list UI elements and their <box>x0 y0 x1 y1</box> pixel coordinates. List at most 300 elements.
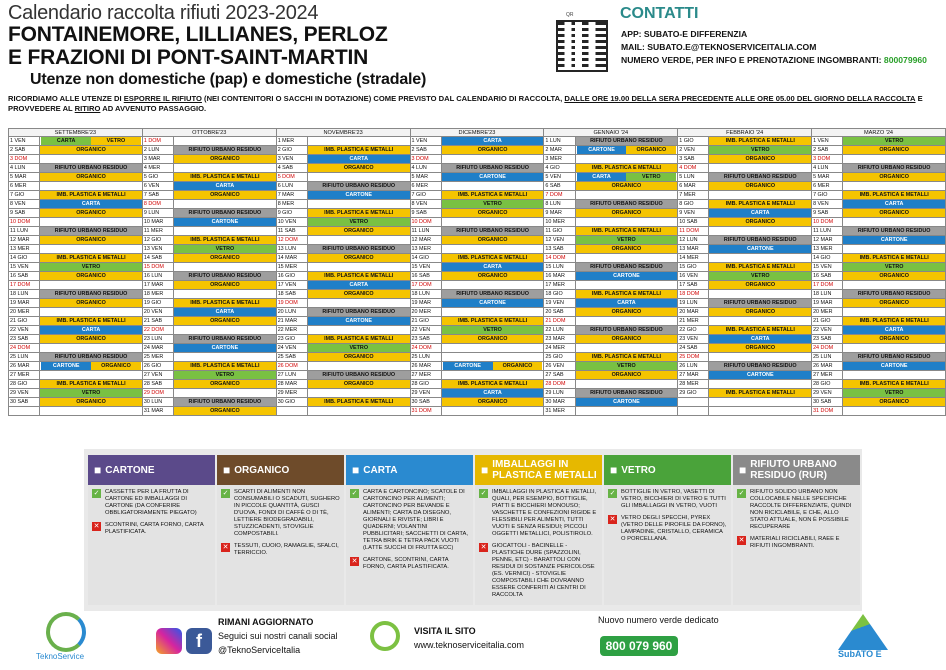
collection-notice: RICORDIAMO ALLE UTENZE DI ESPORRE IL RIFIUTO (NEI CONTENITORI O SACCHI IN DOTAZIONE) COME PREVISTO DAL CALENDARIO DI RACCOLTA, DALLE ORE 19.00 DELLA SERA PRECEDENTE ALLE ORE 05.00 DEL GIORNO DELLA RACCOLTA E PROVVEDERE AL RITIRO AD AVVENUTO PASSAGGIO. <box>8 94 923 113</box>
calendar-day: 2 SAB <box>812 146 843 155</box>
website-link[interactable]: www.teknoserviceitalia.com <box>414 640 525 650</box>
calendar-day: 11 MER <box>142 227 173 236</box>
calendar-title: Calendario raccolta rifiuti 2023-2024 <box>8 2 319 24</box>
calendar-row <box>9 245 946 254</box>
check-icon: ✓ <box>609 490 616 497</box>
collection-event: ORGANICO <box>174 155 277 164</box>
collection-event: RIFIUTO URBANO RESIDUO <box>174 209 277 218</box>
calendar-day: 23 MAR <box>544 335 575 344</box>
calendar-day: 27 MER <box>812 371 843 380</box>
calendar-day: 13 MER <box>410 245 441 254</box>
calendar-day: 15 GIO <box>678 263 709 272</box>
qr-code-icon[interactable] <box>556 20 608 72</box>
collection-event <box>843 281 946 290</box>
collection-event: VETRO <box>843 263 946 272</box>
collection-event: IMB. PLASTICA E METALLI <box>441 191 544 200</box>
collection-event: ORGANICO <box>307 164 410 173</box>
calendar-day: 22 VEN <box>410 326 441 335</box>
calendar-day: 8 GIO <box>678 200 709 209</box>
follow-social-text: Seguici sui nostri canali social <box>218 631 338 641</box>
collection-event: IMB. PLASTICA E METALLI <box>174 299 277 308</box>
collection-event <box>709 398 812 407</box>
collection-event: ORGANICO <box>843 335 946 344</box>
calendar-day: 21 DOM <box>544 317 575 326</box>
forbidden-items: SCONTRINI, CARTA FORNO, CARTA PLASTIFICATA. <box>105 522 204 535</box>
social-handle[interactable]: @TeknoServiceItalia <box>218 645 301 655</box>
collection-event: IMB. PLASTICA E METALLI <box>709 389 812 398</box>
calendar-day: 19 MAR <box>410 299 441 308</box>
calendar-day: 27 MAR <box>678 371 709 380</box>
category-header <box>733 455 860 485</box>
calendar-day: 20 SAB <box>544 308 575 317</box>
waste-category-card <box>733 455 860 605</box>
collection-event: IMB. PLASTICA E METALLI <box>575 353 678 362</box>
calendar-day: 27 SAB <box>544 371 575 380</box>
calendar-day: 16 MAR <box>544 272 575 281</box>
collection-event <box>40 155 143 164</box>
calendar-day: 4 DOM <box>678 164 709 173</box>
collection-event: ORGANICO <box>575 209 678 218</box>
forbidden-items: VETRO DEGLI SPECCHI, PYREX (VETRO DELLE PIROFILE DA FORNO), LAMPADINE, CRISTALLO, CERAMICA O PORCELLANA. <box>621 515 727 542</box>
collection-event <box>441 218 544 227</box>
collection-event: CARTONE <box>843 236 946 245</box>
collection-event: IMB. PLASTICA E METALLI <box>40 380 143 389</box>
collection-event: IMB. PLASTICA E METALLI <box>843 380 946 389</box>
collection-event: ORGANICO <box>709 344 812 353</box>
calendar-day: 27 VEN <box>142 371 173 380</box>
collection-event <box>709 407 812 416</box>
allowed-items: CARTA E CARTONCINO; SCATOLE DI CARTONCINO PER ALIMENTI; CARTONCINO PER BEVANDE E ALIMENTI; CARTA DA DISEGNO, GIORNALI E RIVISTE; LIBRI E QUADERNI; VOLANTINI PUBBLICITARI; SACCHETTI DI CARTA, TETRA BRIK E TETRA PACK VUOTI (LATTE SUCCHI DI FRUTTA ECC) <box>363 489 469 551</box>
calendar-day: 7 GIO <box>812 191 843 200</box>
calendar-row <box>9 164 946 173</box>
calendar-row <box>9 173 946 182</box>
collection-event: ORGANICO <box>441 398 544 407</box>
calendar-day: 31 MAR <box>142 407 173 416</box>
category-header <box>604 455 731 485</box>
calendar-day: 13 MAR <box>678 245 709 254</box>
collection-event <box>843 344 946 353</box>
collection-event: ORGANICO <box>40 335 143 344</box>
calendar-row <box>9 380 946 389</box>
calendar-day: 13 VEN <box>142 245 173 254</box>
collection-event: IMB. PLASTICA E METALLI <box>307 335 410 344</box>
collection-event: IMB. PLASTICA E METALLI <box>307 272 410 281</box>
collection-event: CARTA <box>843 326 946 335</box>
collection-event: VETRO <box>575 236 678 245</box>
calendar-day: 10 DOM <box>9 218 40 227</box>
calendar-row <box>9 290 946 299</box>
calendar-day: 12 DOM <box>276 236 307 245</box>
calendar-row <box>9 308 946 317</box>
calendar-day: 20 MER <box>812 308 843 317</box>
cross-icon: ✕ <box>351 558 358 565</box>
calendar-day: 1 GIO <box>678 137 709 146</box>
waste-category-card <box>604 455 731 605</box>
contact-app: APP: SUBATO-E DIFFERENZIA <box>621 29 748 39</box>
calendar-day: 20 MER <box>9 308 40 317</box>
collection-event <box>174 263 277 272</box>
collection-event <box>575 380 678 389</box>
calendar-day <box>678 407 709 416</box>
collection-event: ORGANICO <box>575 335 678 344</box>
collection-event: ORGANICO <box>40 299 143 308</box>
collection-event <box>307 236 410 245</box>
collection-event: VETRO <box>174 245 277 254</box>
collection-event: ORGANICO <box>843 209 946 218</box>
collection-event: RIFIUTO URBANO RESIDUO <box>174 398 277 407</box>
collection-event <box>441 407 544 416</box>
calendar-day: 5 MAR <box>812 173 843 182</box>
calendar-day: 28 MAR <box>276 380 307 389</box>
calendar-day: 4 LUN <box>9 164 40 173</box>
calendar-day: 12 GIO <box>142 236 173 245</box>
collection-event: ORGANICO <box>40 398 143 407</box>
calendar-day <box>678 398 709 407</box>
collection-event: RIFIUTO URBANO RESIDUO <box>40 290 143 299</box>
calendar-day: 18 GIO <box>544 290 575 299</box>
calendar-row <box>9 389 946 398</box>
calendar-day: 16 VEN <box>678 272 709 281</box>
collection-event <box>307 173 410 182</box>
category-title: CARTA <box>363 464 398 476</box>
calendar-day: 9 SAB <box>812 209 843 218</box>
collection-event: IMB. PLASTICA E METALLI <box>709 326 812 335</box>
collection-event <box>40 245 143 254</box>
collection-event: CARTONE <box>307 191 410 200</box>
collection-event: CARTA <box>441 263 544 272</box>
collection-event <box>40 371 143 380</box>
collection-event <box>174 200 277 209</box>
title-line-2: E FRAZIONI DI PONT-SAINT-MARTIN <box>8 46 369 69</box>
calendar-day: 12 MAR <box>410 236 441 245</box>
collection-event: ORGANICO <box>174 380 277 389</box>
facebook-icon[interactable]: f <box>186 628 212 654</box>
collection-event: ORGANICO <box>709 308 812 317</box>
collection-event: ORGANICO <box>40 146 143 155</box>
calendar-day: 1 VEN <box>812 137 843 146</box>
collection-event: RIFIUTO URBANO RESIDUO <box>307 182 410 191</box>
collection-event: IMB. PLASTICA E METALLI <box>709 200 812 209</box>
collection-event: CARTA <box>709 209 812 218</box>
search-icon <box>370 621 400 651</box>
collection-event: VETRO <box>40 389 143 398</box>
calendar-day: 25 MER <box>142 353 173 362</box>
collection-event <box>843 182 946 191</box>
calendar-row <box>9 281 946 290</box>
category-header <box>346 455 473 485</box>
calendar-day: 4 MER <box>142 164 173 173</box>
collection-event <box>307 137 410 146</box>
calendar-day: 3 DOM <box>812 155 843 164</box>
collection-event <box>441 344 544 353</box>
qr-caption: QR <box>566 12 574 18</box>
calendar-day: 13 LUN <box>276 245 307 254</box>
calendar-row <box>9 326 946 335</box>
calendar-day: 16 SAB <box>410 272 441 281</box>
calendar-day: 6 MAR <box>678 182 709 191</box>
calendar-day: 20 LUN <box>276 308 307 317</box>
calendar-day: 14 GIO <box>812 254 843 263</box>
category-title: IMBALLAGGI IN PLASTICA E METALLI <box>492 459 597 481</box>
calendar-day: 11 LUN <box>812 227 843 236</box>
collection-event: IMB. PLASTICA E METALLI <box>441 380 544 389</box>
collection-event: ORGANICO <box>40 236 143 245</box>
month-header: FEBBRAIO '24 <box>678 129 812 137</box>
calendar-day: 1 DOM <box>142 137 173 146</box>
calendar-day: 7 SAB <box>142 191 173 200</box>
collection-event: VETRO <box>843 389 946 398</box>
calendar-row <box>9 344 946 353</box>
contacts-title: CONTATTI <box>620 5 699 22</box>
calendar-row <box>9 236 946 245</box>
collection-event <box>441 353 544 362</box>
collection-event: CARTONE <box>174 218 277 227</box>
collection-event: RIFIUTO URBANO RESIDUO <box>307 245 410 254</box>
calendar-day: 9 VEN <box>678 209 709 218</box>
calendar-row <box>9 191 946 200</box>
collection-event <box>843 371 946 380</box>
collection-event: ORGANICO <box>307 227 410 236</box>
collection-event: VETRO <box>40 263 143 272</box>
calendar-day: 5 MAR <box>9 173 40 182</box>
collection-event: ORGANICO <box>40 209 143 218</box>
calendar-day: 18 SAB <box>276 290 307 299</box>
calendar-day: 2 GIO <box>276 146 307 155</box>
calendar-day: 14 SAB <box>142 254 173 263</box>
collection-event: VETRO <box>575 362 678 371</box>
calendar-row <box>9 398 946 407</box>
calendar-day: 6 VEN <box>142 182 173 191</box>
calendar-day: 30 SAB <box>9 398 40 407</box>
calendar-day: 7 GIO <box>9 191 40 200</box>
calendar-day: 12 LUN <box>678 236 709 245</box>
collection-event: IMB. PLASTICA E METALLI <box>174 236 277 245</box>
collection-event: ORGANICO <box>709 218 812 227</box>
collection-event: ORGANICO <box>843 173 946 182</box>
forbidden-items: CARTONE, SCONTRINI, CARTA FORNO, CARTA PLASTIFICATA. <box>363 557 449 570</box>
apple-core-icon: ■ <box>223 463 231 477</box>
calendar-day: 15 MER <box>276 263 307 272</box>
calendar-day: 26 DOM <box>276 362 307 371</box>
calendar-day: 16 GIO <box>276 272 307 281</box>
collection-event: RIFIUTO URBANO RESIDUO <box>174 272 277 281</box>
calendar-row <box>9 182 946 191</box>
calendar-day: 19 MAR <box>812 299 843 308</box>
collection-event <box>174 389 277 398</box>
allowed-items: IMBALLAGGI IN PLASTICA E METALLI, QUALI, PER ESEMPIO, BOTTIGLIE, PIATTI E BICCHIERI MONOUSO; VASCHETTE E CONFEZIONI RIGIDE E FLESSIBILI PER ALIMENTI, TUTTI VUOTI E SENZA RESIDUI; PICCOLI OGGETTI METALLICI, POLISTIROLO. <box>492 489 597 537</box>
calendar-day: 22 GIO <box>678 326 709 335</box>
collection-event: RIFIUTO URBANO RESIDUO <box>575 200 678 209</box>
newspaper-icon: ■ <box>352 463 360 477</box>
calendar-day: 3 VEN <box>276 155 307 164</box>
collection-event: ORGANICO <box>40 272 143 281</box>
calendar-day: 3 MER <box>544 155 575 164</box>
calendar-day: 20 VEN <box>142 308 173 317</box>
calendar-row <box>9 371 946 380</box>
collection-event: ORGANICO <box>174 254 277 263</box>
calendar-row <box>9 155 946 164</box>
collection-event: RIFIUTO URBANO RESIDUO <box>843 353 946 362</box>
collection-event: CARTA <box>709 335 812 344</box>
calendar-day: 24 DOM <box>812 344 843 353</box>
collection-event <box>709 290 812 299</box>
calendar-day: 7 DOM <box>544 191 575 200</box>
collection-event <box>174 353 277 362</box>
calendar-day: 4 LUN <box>410 164 441 173</box>
bottle-can-icon: ■ <box>481 463 489 477</box>
collection-event <box>441 245 544 254</box>
calendar-day: 1 VEN <box>9 137 40 146</box>
collection-event: CARTA <box>575 299 678 308</box>
collection-event <box>174 326 277 335</box>
calendar-day: 8 VEN <box>9 200 40 209</box>
collection-event: RIFIUTO URBANO RESIDUO <box>709 236 812 245</box>
collection-event: CARTA <box>843 200 946 209</box>
collection-event: CARTONE <box>174 344 277 353</box>
calendar-day: 11 SAB <box>276 227 307 236</box>
bin-icon: ■ <box>739 463 747 477</box>
calendar-day: 31 DOM <box>410 407 441 416</box>
category-header <box>88 455 215 485</box>
waste-category-card <box>346 455 473 605</box>
collection-event: RIFIUTO URBANO RESIDUO <box>709 299 812 308</box>
collection-event: IMB. PLASTICA E METALLI <box>843 191 946 200</box>
calendar-day: 14 MAR <box>276 254 307 263</box>
collection-event <box>843 245 946 254</box>
contact-mail[interactable]: MAIL: SUBATO.E@TEKNOSERVICEITALIA.COM <box>621 42 817 52</box>
calendar-day: 21 GIO <box>410 317 441 326</box>
collection-event: ORGANICO <box>843 272 946 281</box>
calendar-day: 6 MER <box>410 182 441 191</box>
subato-logo-icon <box>838 614 888 650</box>
user-type-subtitle: Utenze non domestiche (pap) e domestiche (stradale) <box>30 71 427 88</box>
collection-event: ORGANICO <box>307 254 410 263</box>
collection-event <box>40 218 143 227</box>
calendar-day: 22 MER <box>276 326 307 335</box>
calendar-day: 2 LUN <box>142 146 173 155</box>
calendar-day: 14 GIO <box>410 254 441 263</box>
collection-event <box>575 155 678 164</box>
calendar-day: 22 LUN <box>544 326 575 335</box>
calendar-day: 23 SAB <box>9 335 40 344</box>
collection-event: CARTONE <box>709 245 812 254</box>
collection-event: CARTA <box>441 389 544 398</box>
month-header: MARZO '24 <box>812 129 946 137</box>
allowed-items: BOTTIGLIE IN VETRO, VASETTI DI VETRO, BICCHIERI DI VETRO E TUTTI GLI IMBALLAGGI IN VETRO, VUOTI <box>621 489 726 509</box>
calendar-day: 6 LUN <box>276 182 307 191</box>
calendar-day: 29 VEN <box>9 389 40 398</box>
calendar-day: 18 LUN <box>812 290 843 299</box>
collection-event: VETRO <box>441 200 544 209</box>
calendar-day: 5 VEN <box>544 173 575 182</box>
calendar-day: 23 LUN <box>142 335 173 344</box>
calendar-day: 1 LUN <box>544 137 575 146</box>
forbidden-items: MATERIALI RICICLABILI, RAEE E RIFIUTI INGOMBRANTI. <box>750 536 840 549</box>
calendar-day: 25 GIO <box>544 353 575 362</box>
collection-event: IMB. PLASTICA E METALLI <box>843 254 946 263</box>
subato-logo-text: SubATO E <box>838 649 882 659</box>
calendar-day: 18 DOM <box>678 290 709 299</box>
calendar-day: 22 DOM <box>142 326 173 335</box>
calendar-day: 26 MAR <box>410 362 441 371</box>
collection-event <box>40 281 143 290</box>
collection-event: ORGANICO <box>441 236 544 245</box>
collection-event <box>307 362 410 371</box>
calendar-day: 19 LUN <box>678 299 709 308</box>
collection-event: CARTONE <box>575 398 678 407</box>
calendar-day: 9 SAB <box>410 209 441 218</box>
calendar-day: 10 DOM <box>410 218 441 227</box>
calendar-day: 3 DOM <box>410 155 441 164</box>
calendar-day: 27 MER <box>410 371 441 380</box>
collection-event: RIFIUTO URBANO RESIDUO <box>843 227 946 236</box>
calendar-day: 31 DOM <box>812 407 843 416</box>
calendar-day: 3 MAR <box>142 155 173 164</box>
calendar-day: 10 MER <box>544 218 575 227</box>
collection-event: CARTA <box>174 308 277 317</box>
calendar-day: 26 LUN <box>678 362 709 371</box>
collection-event: ORGANICO <box>307 353 410 362</box>
calendar-row <box>9 254 946 263</box>
allowed-items: SCARTI DI ALIMENTI NON CONSUMABILI O SCADUTI, SUGHERO IN PICCOLE QUANTITÀ, GUSCI D'UOVA, FONDI DI CAFFÈ O DI TÈ, LETTIERE BIODEGRADABILI, STUZZICADENTI, STOVIGLIE COMPOSTABILI. <box>234 489 340 537</box>
collection-event: IMB. PLASTICA E METALLI <box>709 263 812 272</box>
collection-event: RIFIUTO URBANO RESIDUO <box>40 353 143 362</box>
collection-event <box>40 182 143 191</box>
collection-event <box>575 218 678 227</box>
collection-event: ORGANICO <box>709 281 812 290</box>
collection-event <box>307 389 410 398</box>
calendar-day: 5 LUN <box>678 173 709 182</box>
instagram-icon[interactable] <box>156 628 182 654</box>
collection-event: ORGANICO <box>575 245 678 254</box>
calendar-day: 17 DOM <box>410 281 441 290</box>
calendar-day: 19 DOM <box>276 299 307 308</box>
calendar-day: 24 DOM <box>9 344 40 353</box>
calendar-day: 2 VEN <box>678 146 709 155</box>
collection-event <box>307 200 410 209</box>
calendar-day: 5 DOM <box>276 173 307 182</box>
calendar-day: 12 MAR <box>812 236 843 245</box>
calendar-row <box>9 227 946 236</box>
collection-event: ORGANICO <box>174 191 277 200</box>
calendar-day: 5 MAR <box>410 173 441 182</box>
contact-phone: NUMERO VERDE, PER INFO E PRENOTAZIONE INGOMBRANTI: 800079960 <box>621 55 927 65</box>
collection-event: ORGANICO <box>575 308 678 317</box>
calendar-day: 4 LUN <box>812 164 843 173</box>
calendar-day: 10 VEN <box>276 218 307 227</box>
calendar-day: 9 GIO <box>276 209 307 218</box>
collection-event: CARTONE <box>843 362 946 371</box>
collection-event: RIFIUTO URBANO RESIDUO <box>174 335 277 344</box>
box-icon: ■ <box>94 463 102 477</box>
calendar-day: 28 GIO <box>410 380 441 389</box>
calendar-row <box>9 146 946 155</box>
calendar-day: 28 SAB <box>142 380 173 389</box>
collection-event: VETRO <box>174 371 277 380</box>
collection-event: ORGANICO <box>441 209 544 218</box>
calendar-day: 23 VEN <box>678 335 709 344</box>
collection-event: RIFIUTO URBANO RESIDUO <box>709 362 812 371</box>
toll-free-number[interactable]: 800 079 960 <box>600 636 678 656</box>
calendar-day: 26 GIO <box>142 362 173 371</box>
teknoservice-logo-icon <box>46 612 86 652</box>
calendar-day: 16 SAB <box>812 272 843 281</box>
calendar-day: 25 LUN <box>812 353 843 362</box>
toll-free-label: Nuovo numero verde dedicato <box>598 615 719 625</box>
collection-event <box>575 407 678 416</box>
calendar-day: 13 MER <box>9 245 40 254</box>
collection-event: ORGANICO <box>843 398 946 407</box>
